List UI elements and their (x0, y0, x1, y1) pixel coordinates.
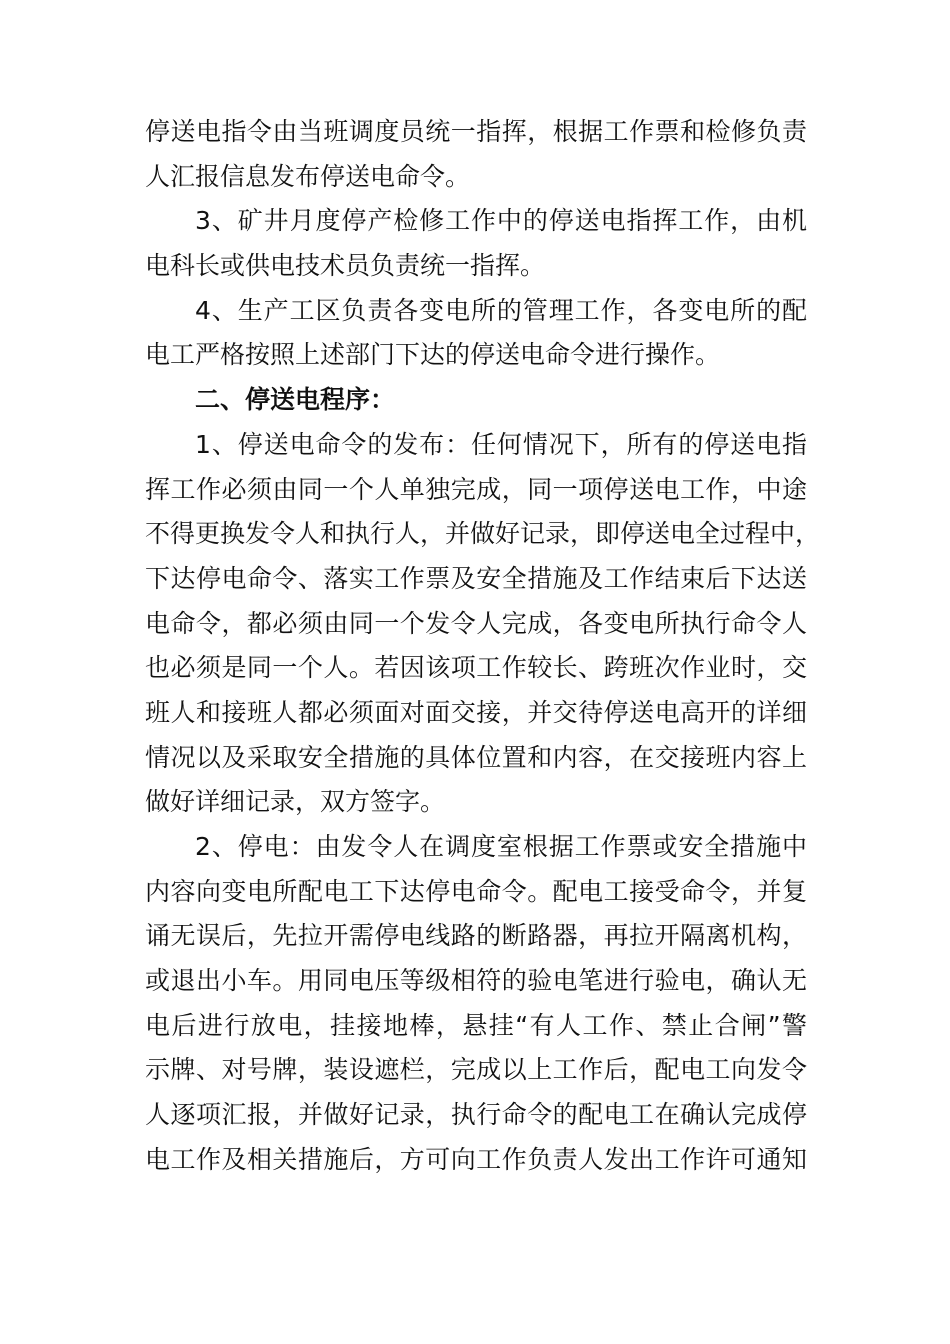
text-line: 班人和接班人都必须面对面交接，并交待停送电高开的详细 (145, 697, 807, 727)
text-line: 电后进行放电，挂接地棒，悬挂“有人工作、禁止合闸”警 (145, 1010, 807, 1040)
text-line: 人逐项汇报，并做好记录，执行命令的配电工在确认完成停 (145, 1100, 807, 1130)
text-line: 电科长或供电技术员负责统一指挥。 (145, 251, 546, 281)
text-line: 2、停电：由发令人在调度室根据工作票或安全措施中 (195, 832, 807, 861)
text-line: 3、矿井月度停产检修工作中的停送电指挥工作，由机 (195, 206, 807, 236)
section-heading: 二、停送电程序： (195, 385, 396, 415)
text-line: 人汇报信息发布停送电命令。 (145, 161, 471, 191)
text-line: 电工作及相关措施后，方可向工作负责人发出工作许可通知 (145, 1144, 807, 1174)
text-line: 电工严格按照上述部门下达的停送电命令进行操作。 (145, 340, 721, 370)
text-line: 情况以及采取安全措施的具体位置和内容，在交接班内容上 (145, 742, 807, 772)
text-line: 1、停送电命令的发布：任何情况下，所有的停送电指 (195, 429, 807, 459)
text-line: 也必须是同一个人。若因该项工作较长、跨班次作业时，交 (145, 653, 807, 683)
text-line: 示牌、对号牌，装设遮栏，完成以上工作后，配电工向发令 (145, 1055, 807, 1085)
text-line: 4、生产工区负责各变电所的管理工作，各变电所的配 (195, 295, 807, 325)
text-line: 电命令，都必须由同一个发令人完成，各变电所执行命令人 (145, 608, 807, 638)
text-line: 不得更换发令人和执行人，并做好记录，即停送电全过程中， (145, 519, 821, 549)
text-line: 或退出小车。用同电压等级相符的验电笔进行验电，确认无 (145, 966, 807, 996)
text-line: 诵无误后，先拉开需停电线路的断路器，再拉开隔离机构， (145, 921, 807, 951)
body-text (145, 110, 821, 1183)
text-line: 下达停电命令、落实工作票及安全措施及工作结束后下达送 (145, 563, 807, 593)
text-line: 内容向变电所配电工下达停电命令。配电工接受命令，并复 (145, 876, 807, 906)
text-line: 停送电指令由当班调度员统一指挥，根据工作票和检修负责 (145, 117, 807, 146)
text-line: 做好详细记录，双方签字。 (145, 787, 446, 817)
text-line: 挥工作必须由同一个人单独完成，同一项停送电工作，中途 (145, 474, 807, 504)
